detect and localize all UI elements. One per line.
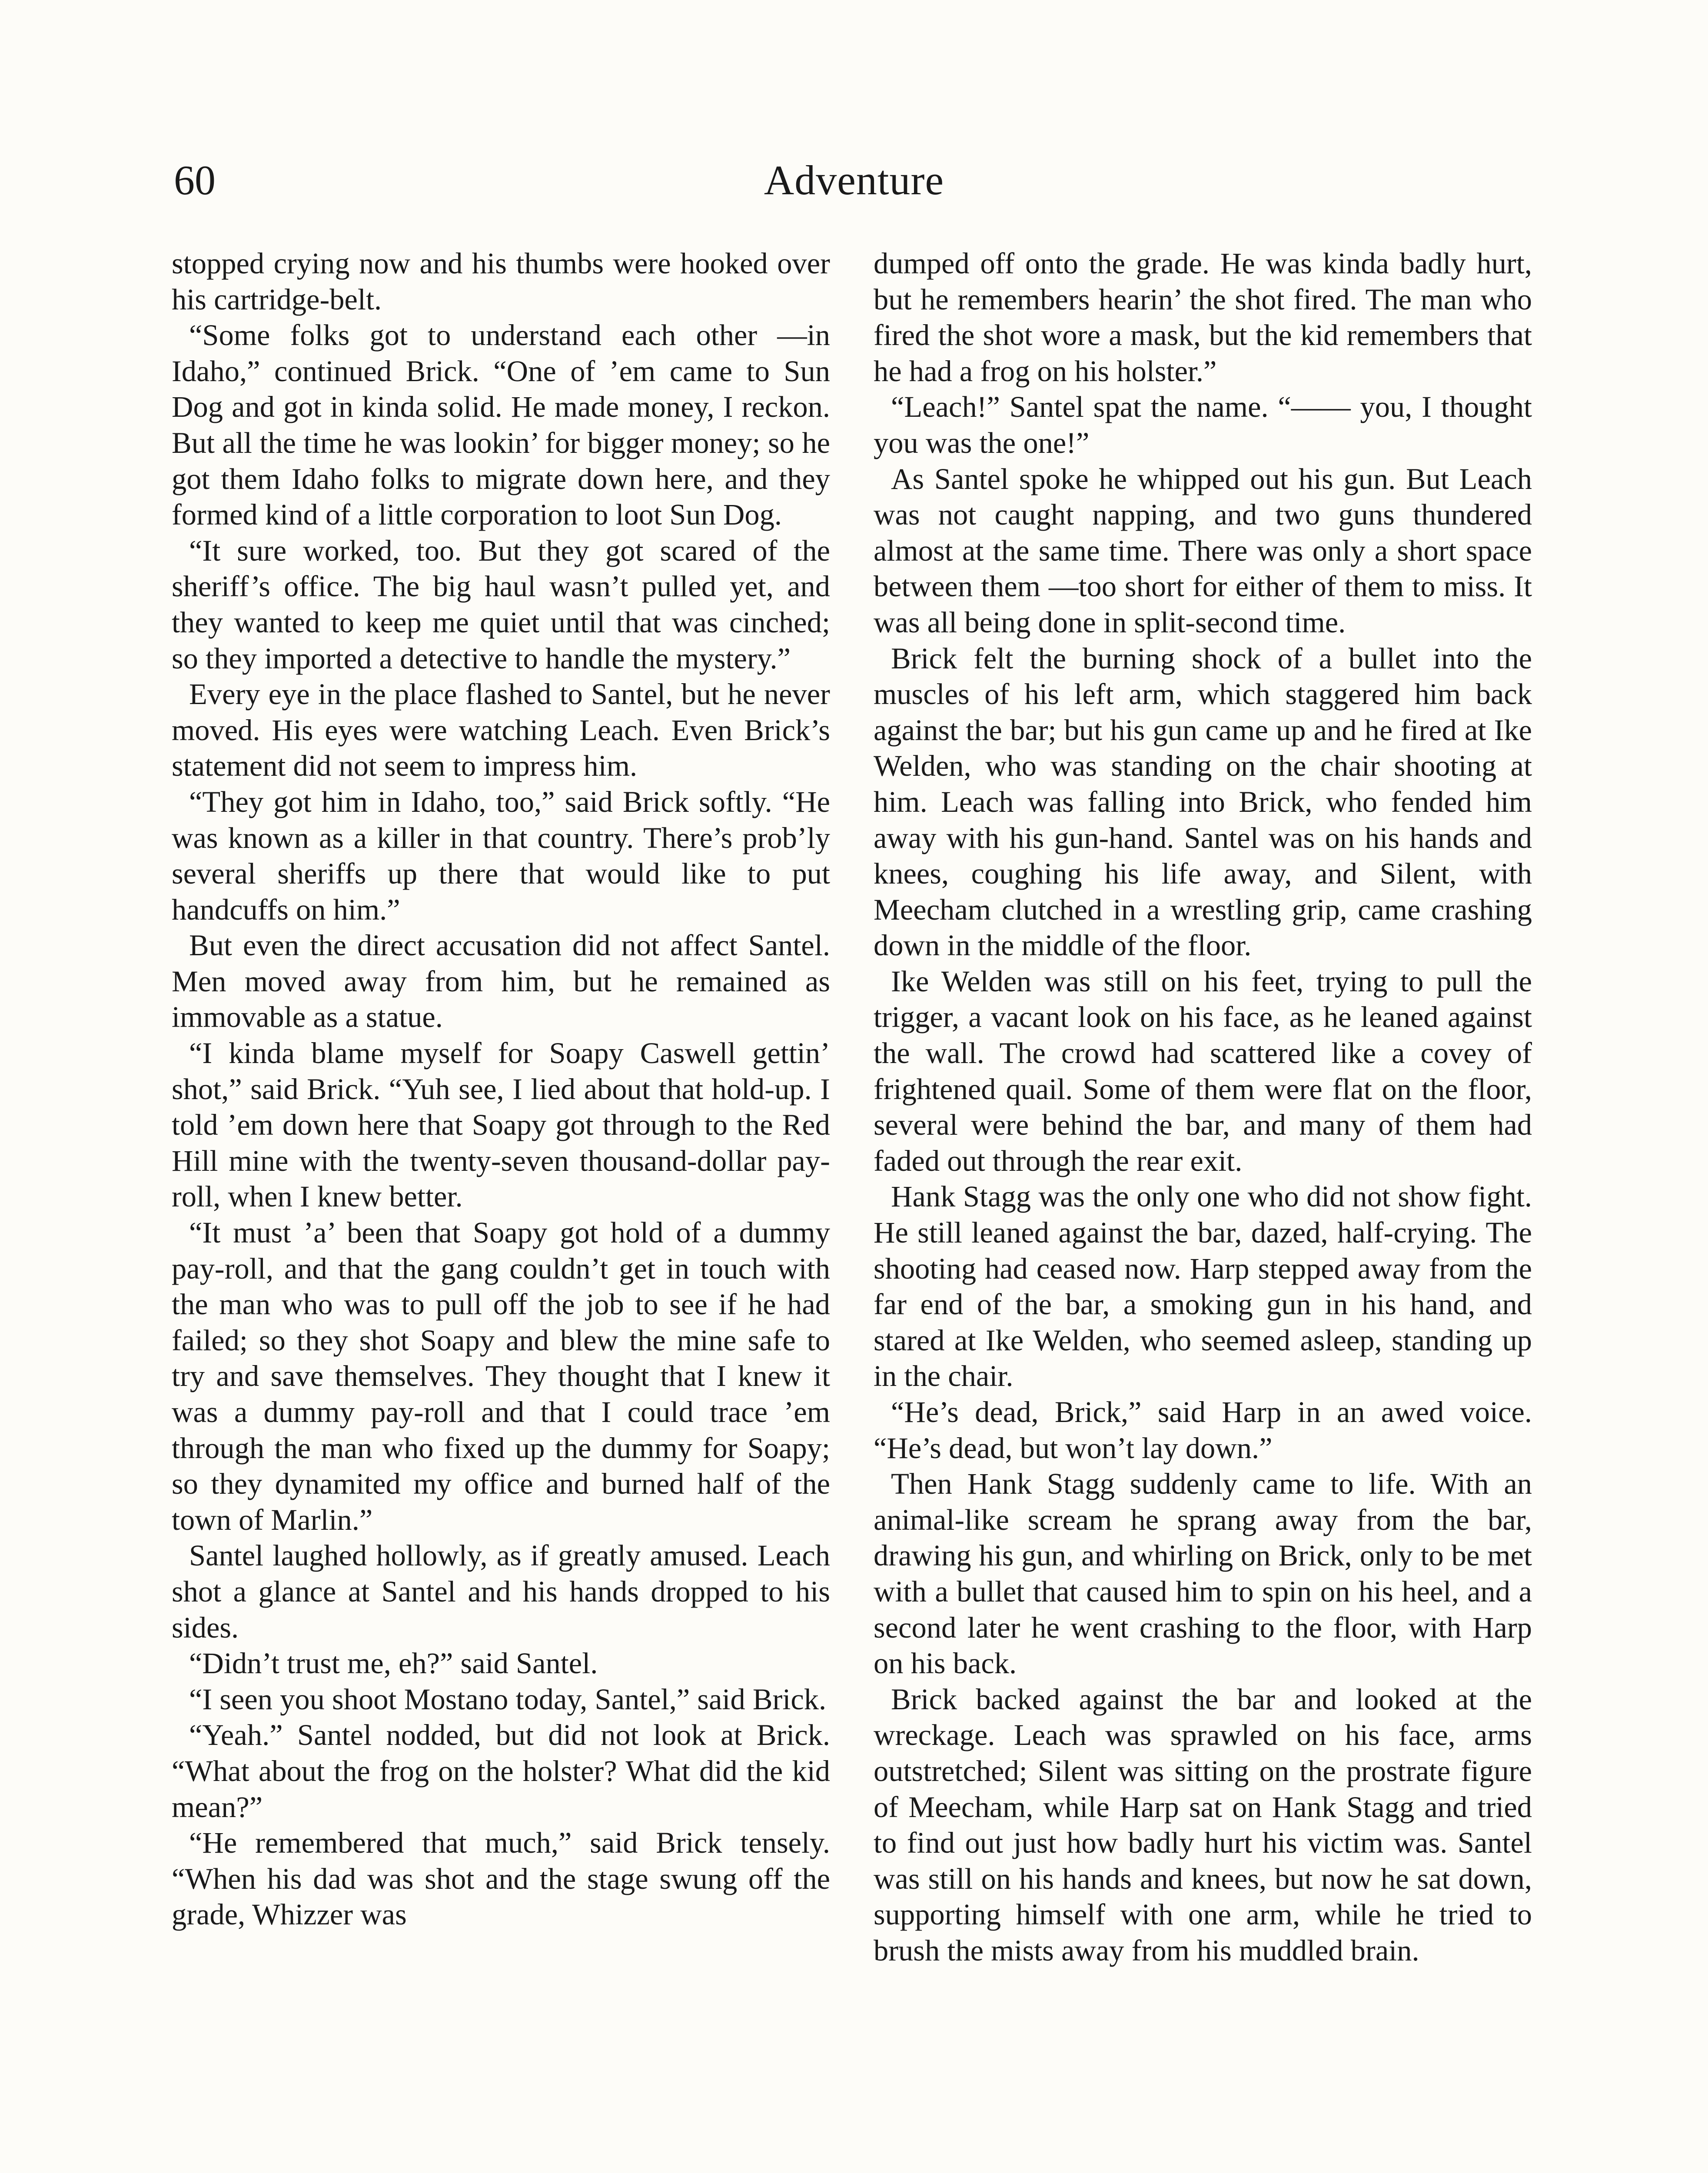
running-title: Adventure	[764, 157, 944, 203]
paragraph: Brick backed against the bar and looked at the wreckage. Leach was sprawled on his face, arms outstretched; Silent was sitting on the prostrate figure of Meecham, while Harp sat on Hank Stagg and tried to find out just how badly hurt his victim was. Santel was still on his hands and knees, but now he sat down, supporting himself with one arm, while he tried to brush the mists away from his muddled brain.	[874, 1682, 1532, 1967]
paragraph: “It sure worked, too. But they got scared of the sheriff’s office. The big haul wasn’t pulled yet, and they wanted to keep me quiet until that was cinched; so they imported a detective to handle the mystery.”	[172, 534, 830, 675]
paragraph: “He’s dead, Brick,” said Harp in an awed voice. “He’s dead, but won’t lay down.”	[874, 1396, 1532, 1465]
left-column	[172, 246, 830, 1933]
paragraph: “They got him in Idaho, too,” said Brick softly. “He was known as a killer in that country. There’s prob’ly several sheriffs up there that would like to put handcuffs on him.”	[172, 785, 830, 926]
paragraph: “He remembered that much,” said Brick tensely. “When his dad was shot and the stage swung off the grade, Whizzer was	[172, 1826, 830, 1931]
paragraph: Ike Welden was still on his feet, trying to pull the trigger, a vacant look on his face, as he leaned against the wall. The crowd had scattered like a covey of frightened quail. Some of them were flat on the floor, several were behind the bar, and many of them had faded out through the rear exit.	[874, 964, 1532, 1177]
paragraph: But even the direct accusation did not affect Santel. Men moved away from him, but he remained as immovable as a statue.	[172, 929, 830, 1034]
paragraph: “I seen you shoot Mostano today, Santel,” said Brick.	[189, 1682, 827, 1716]
paragraph: “I kinda blame myself for Soapy Caswell gettin’ shot,” said Brick. “Yuh see, I lied about that hold-up. I told ’em down here that Soapy got through to the Red Hill mine with the twenty-seven thousand-dollar pay-roll, when I knew better.	[172, 1037, 830, 1213]
paragraph: As Santel spoke he whipped out his gun. But Leach was not caught napping, and two guns thundered almost at the same time. There was only a short space between them —too short for either of them to miss. It was all being done in split-second time.	[874, 462, 1532, 639]
paragraph: “It must ’a’ been that Soapy got hold of a dummy pay-roll, and that the gang couldn’t get in touch with the man who was to pull off the job to see if he had failed; so they shot Soapy and blew the mine safe to try and save themselves. They thought that I knew it was a dummy pay-roll and that I could trace ’em through the man who fixed up the dummy for Soapy; so they dynamited my office and burned half of the town of Marlin.”	[172, 1216, 830, 1536]
paragraph: stopped crying now and his thumbs were hooked over his cartridge-belt.	[172, 247, 830, 316]
paragraph: “Yeah.” Santel nodded, but did not look at Brick. “What about the frog on the holster? What did the kid mean?”	[172, 1718, 830, 1824]
paragraph: Santel laughed hollowly, as if greatly amused. Leach shot a glance at Santel and his hands dropped to his sides.	[172, 1539, 830, 1644]
page-header	[174, 152, 1534, 209]
paragraph: Brick felt the burning shock of a bullet into the muscles of his left arm, which staggered him back against the bar; but his gun came up and he fired at Ike Welden, who was standing on the chair shooting at him. Leach was falling into Brick, who fended him away with his gun-hand. Santel was on his hands and knees, coughing his life away, and Silent, with Meecham clutched in a wrestling grip, came crashing down in the middle of the floor.	[874, 641, 1532, 962]
paragraph-continuation: dumped off onto the grade. He was kinda badly hurt, but he remembers hearin’ the shot fired. The man who fired the shot wore a mask, but the kid remembers that he had a frog on his holster.”	[874, 247, 1532, 388]
right-column	[874, 246, 1532, 1969]
paragraph: Every eye in the place flashed to Santel, but he never moved. His eyes were watching Leach. Even Brick’s statement did not seem to impress him.	[172, 678, 830, 783]
paragraph: Then Hank Stagg suddenly came to life. With an animal-like scream he sprang away from the bar, drawing his gun, and whirling on Brick, only to be met with a bullet that caused him to spin on his heel, and a second later he went crashing to the floor, with Harp on his back.	[874, 1467, 1532, 1680]
paragraph: “Leach!” Santel spat the name. “—— you, I thought you was the one!”	[874, 390, 1532, 459]
page-number: 60	[174, 157, 216, 203]
paragraph: Hank Stagg was the only one who did not show fight. He still leaned against the bar, dazed, half-crying. The shooting had ceased now. Harp stepped away from the far end of the bar, a smoking gun in his hand, and stared at Ike Welden, who seemed asleep, standing up in the chair.	[874, 1180, 1532, 1393]
paragraph: “Some folks got to understand each other —in Idaho,” continued Brick. “One of ’em came to Sun Dog and got in kinda solid. He made money, I reckon. But all the time he was lookin’ for bigger money; so he got them Idaho folks to migrate down here, and they formed kind of a little corporation to loot Sun Dog.	[172, 319, 830, 532]
paragraph: “Didn’t trust me, eh?” said Santel.	[189, 1647, 598, 1680]
